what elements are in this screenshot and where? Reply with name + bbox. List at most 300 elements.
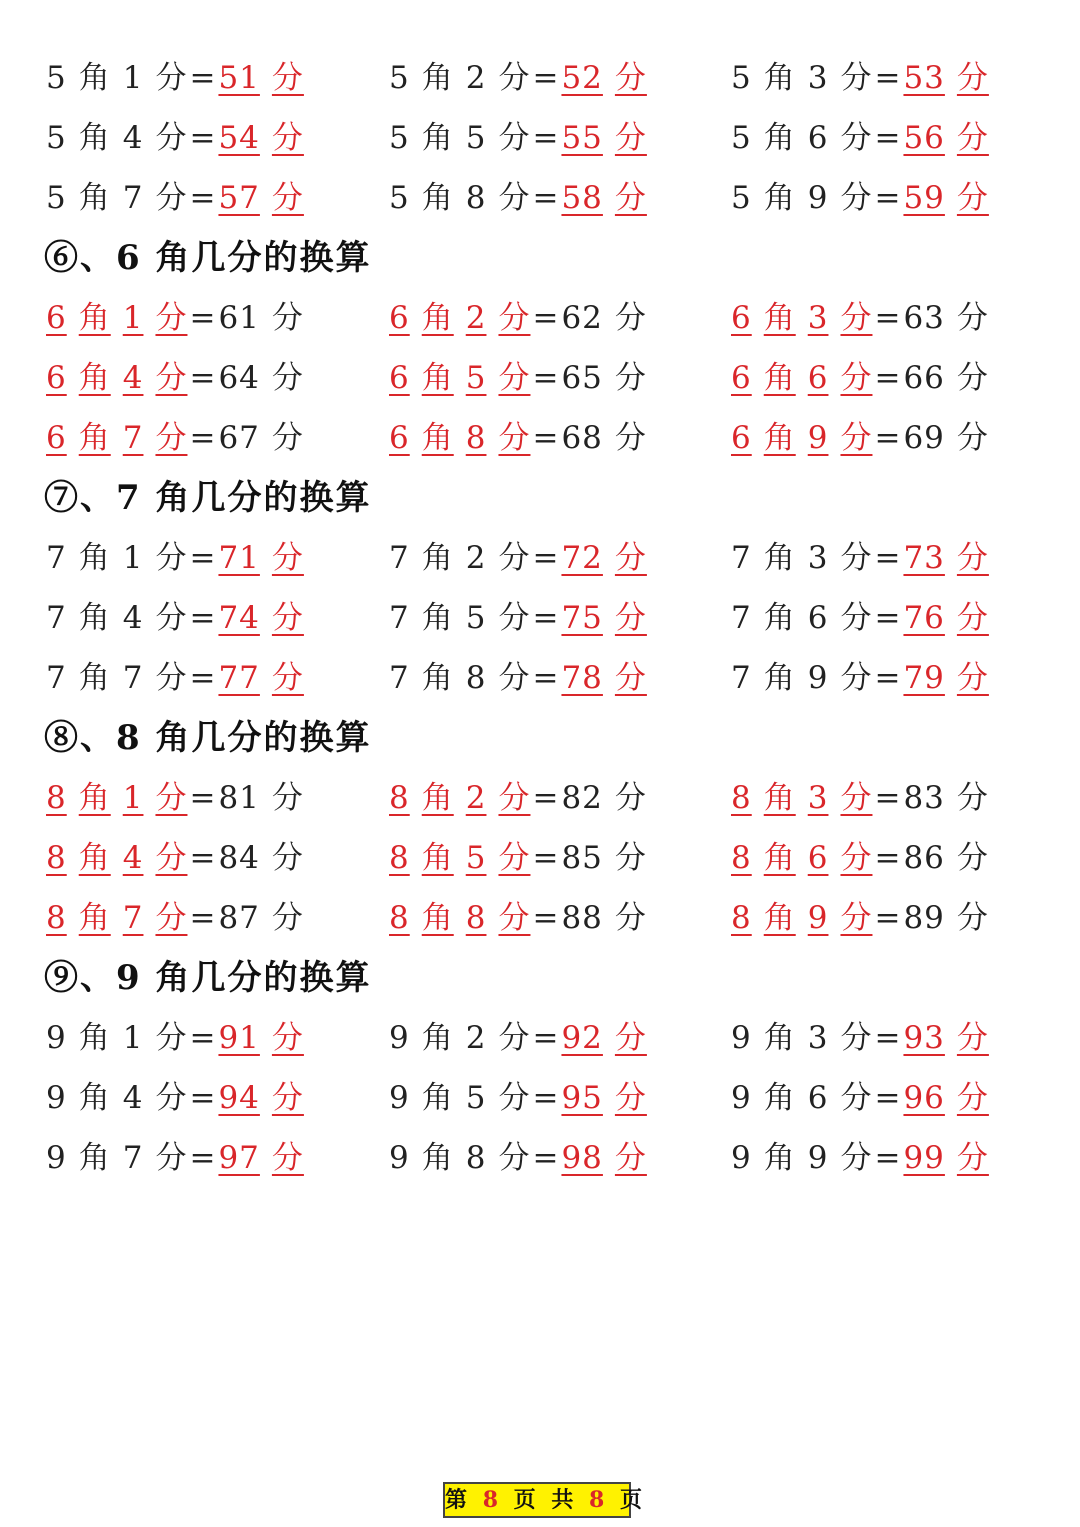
- total-fen-part: [903, 120, 988, 156]
- fen-value: 5: [465, 1080, 487, 1116]
- jiao-unit: 角: [763, 1140, 796, 1176]
- jiao-fen-part: [731, 1020, 872, 1056]
- fen-unit: 分: [840, 1080, 873, 1116]
- jiao-unit: 角: [421, 1080, 454, 1116]
- fen-unit: 分: [155, 840, 188, 876]
- fen-unit: 分: [840, 60, 873, 96]
- total-value: 66: [903, 360, 945, 396]
- footer-middle: 页 共: [513, 1487, 578, 1513]
- total-fen-part: [218, 600, 303, 636]
- total-fen-part: [903, 420, 988, 456]
- jiao-value: 5: [46, 60, 67, 96]
- total-fen-part: [218, 360, 303, 396]
- conversion-equation: [389, 298, 647, 338]
- total-value: 81: [218, 780, 260, 816]
- footer-total-pages: 8: [589, 1487, 609, 1513]
- total-value: 62: [561, 300, 603, 336]
- jiao-value: 6: [46, 420, 67, 456]
- jiao-unit: 角: [421, 1020, 454, 1056]
- conversion-equation: [46, 1138, 304, 1178]
- fen-unit: 分: [155, 180, 188, 216]
- total-fen-part: [903, 840, 988, 876]
- fen-value: 8: [465, 420, 487, 456]
- fen-value: 3: [807, 1020, 829, 1056]
- jiao-unit: 角: [78, 840, 111, 876]
- equals-sign: =: [874, 60, 902, 96]
- jiao-unit: 角: [78, 540, 111, 576]
- fen-unit: 分: [840, 300, 873, 336]
- jiao-fen-part: [46, 180, 187, 216]
- total-fen-part: [561, 120, 646, 156]
- fen-unit: 分: [956, 660, 989, 696]
- conversion-equation: [46, 418, 304, 458]
- fen-value: 7: [122, 660, 144, 696]
- total-value: 63: [903, 300, 945, 336]
- jiao-fen-part: [389, 900, 530, 936]
- total-fen-part: [218, 420, 303, 456]
- fen-value: 5: [465, 840, 487, 876]
- equals-sign: =: [189, 1140, 217, 1176]
- jiao-unit: 角: [78, 180, 111, 216]
- jiao-value: 8: [46, 900, 67, 936]
- fen-value: 8: [465, 900, 487, 936]
- fen-value: 1: [122, 540, 144, 576]
- jiao-unit: 角: [421, 420, 454, 456]
- conversion-equation: [46, 658, 304, 698]
- jiao-value: 7: [389, 540, 410, 576]
- jiao-value: 7: [731, 600, 752, 636]
- jiao-fen-part: [46, 540, 187, 576]
- jiao-unit: 角: [421, 60, 454, 96]
- conversion-equation: [731, 118, 989, 158]
- jiao-unit: 角: [763, 420, 796, 456]
- jiao-value: 8: [389, 780, 410, 816]
- fen-unit: 分: [956, 780, 989, 816]
- total-value: 78: [561, 660, 603, 696]
- jiao-value: 5: [389, 120, 410, 156]
- conversion-equation: [731, 1018, 989, 1058]
- fen-value: 2: [465, 780, 487, 816]
- fen-value: 3: [807, 60, 829, 96]
- equals-sign: =: [189, 660, 217, 696]
- total-fen-part: [218, 1020, 303, 1056]
- jiao-value: 8: [389, 900, 410, 936]
- jiao-value: 9: [389, 1140, 410, 1176]
- total-fen-part: [218, 120, 303, 156]
- fen-value: 8: [465, 660, 487, 696]
- jiao-unit: 角: [421, 360, 454, 396]
- jiao-fen-part: [389, 120, 530, 156]
- fen-value: 5: [465, 360, 487, 396]
- jiao-fen-part: [389, 360, 530, 396]
- total-value: 97: [218, 1140, 260, 1176]
- section-heading: ⑥、6 角几分的换算: [44, 238, 372, 278]
- fen-unit: 分: [614, 1020, 647, 1056]
- conversion-equation: [731, 298, 989, 338]
- conversion-equation: [46, 58, 304, 98]
- total-fen-part: [903, 60, 988, 96]
- fen-unit: 分: [155, 600, 188, 636]
- total-fen-part: [561, 1020, 646, 1056]
- fen-unit: 分: [155, 1020, 188, 1056]
- total-fen-part: [561, 1080, 646, 1116]
- fen-unit: 分: [498, 180, 531, 216]
- total-fen-part: [218, 180, 303, 216]
- conversion-equation: [731, 538, 989, 578]
- total-value: 91: [218, 1020, 260, 1056]
- conversion-equation: [389, 538, 647, 578]
- equals-sign: =: [532, 360, 560, 396]
- equals-sign: =: [189, 840, 217, 876]
- fen-unit: 分: [498, 420, 531, 456]
- total-value: 87: [218, 900, 260, 936]
- fen-unit: 分: [840, 840, 873, 876]
- jiao-unit: 角: [763, 60, 796, 96]
- fen-unit: 分: [840, 1140, 873, 1176]
- equals-sign: =: [189, 180, 217, 216]
- jiao-fen-part: [389, 660, 530, 696]
- jiao-unit: 角: [763, 180, 796, 216]
- conversion-equation: [731, 418, 989, 458]
- total-fen-part: [903, 600, 988, 636]
- jiao-value: 9: [731, 1020, 752, 1056]
- total-value: 69: [903, 420, 945, 456]
- fen-unit: 分: [840, 180, 873, 216]
- fen-value: 6: [807, 840, 829, 876]
- jiao-unit: 角: [78, 900, 111, 936]
- jiao-fen-part: [731, 900, 872, 936]
- conversion-equation: [389, 418, 647, 458]
- equals-sign: =: [532, 840, 560, 876]
- fen-value: 4: [122, 120, 144, 156]
- total-value: 76: [903, 600, 945, 636]
- footer-prefix: 第: [445, 1487, 472, 1513]
- equals-sign: =: [874, 420, 902, 456]
- equals-sign: =: [189, 540, 217, 576]
- fen-unit: 分: [498, 300, 531, 336]
- footer-page-number: 8: [482, 1487, 502, 1513]
- jiao-value: 9: [731, 1080, 752, 1116]
- section-heading: ⑧、8 角几分的换算: [44, 718, 372, 758]
- fen-value: 3: [807, 540, 829, 576]
- jiao-value: 9: [46, 1080, 67, 1116]
- jiao-value: 8: [731, 900, 752, 936]
- fen-value: 6: [807, 1080, 829, 1116]
- fen-unit: 分: [271, 180, 304, 216]
- jiao-value: 7: [46, 600, 67, 636]
- total-fen-part: [903, 1080, 988, 1116]
- jiao-unit: 角: [763, 780, 796, 816]
- jiao-fen-part: [389, 1140, 530, 1176]
- jiao-unit: 角: [421, 840, 454, 876]
- jiao-fen-part: [46, 420, 187, 456]
- jiao-fen-part: [46, 780, 187, 816]
- jiao-fen-part: [46, 1020, 187, 1056]
- fen-unit: 分: [614, 900, 647, 936]
- equals-sign: =: [189, 600, 217, 636]
- conversion-equation: [389, 598, 647, 638]
- fen-value: 2: [465, 540, 487, 576]
- fen-unit: 分: [614, 180, 647, 216]
- jiao-value: 6: [389, 300, 410, 336]
- total-fen-part: [561, 60, 646, 96]
- total-value: 96: [903, 1080, 945, 1116]
- fen-value: 9: [807, 660, 829, 696]
- fen-unit: 分: [155, 1140, 188, 1176]
- conversion-equation: [46, 118, 304, 158]
- fen-value: 6: [807, 360, 829, 396]
- fen-unit: 分: [155, 360, 188, 396]
- fen-unit: 分: [271, 1080, 304, 1116]
- jiao-unit: 角: [421, 600, 454, 636]
- jiao-fen-part: [46, 360, 187, 396]
- conversion-equation: [731, 1078, 989, 1118]
- jiao-fen-part: [389, 1080, 530, 1116]
- conversion-equation: [389, 178, 647, 218]
- jiao-unit: 角: [78, 1080, 111, 1116]
- jiao-unit: 角: [421, 540, 454, 576]
- total-value: 55: [561, 120, 603, 156]
- fen-unit: 分: [614, 420, 647, 456]
- jiao-unit: 角: [763, 600, 796, 636]
- total-fen-part: [218, 300, 303, 336]
- fen-unit: 分: [271, 300, 304, 336]
- fen-unit: 分: [840, 420, 873, 456]
- fen-unit: 分: [614, 1080, 647, 1116]
- fen-value: 4: [122, 1080, 144, 1116]
- conversion-equation: [389, 1078, 647, 1118]
- fen-unit: 分: [840, 540, 873, 576]
- fen-unit: 分: [155, 120, 188, 156]
- equals-sign: =: [874, 900, 902, 936]
- jiao-value: 5: [731, 180, 752, 216]
- equals-sign: =: [874, 300, 902, 336]
- total-fen-part: [218, 900, 303, 936]
- total-fen-part: [903, 300, 988, 336]
- jiao-value: 7: [46, 540, 67, 576]
- total-fen-part: [903, 660, 988, 696]
- jiao-unit: 角: [78, 1020, 111, 1056]
- fen-unit: 分: [614, 780, 647, 816]
- total-value: 83: [903, 780, 945, 816]
- total-value: 94: [218, 1080, 260, 1116]
- jiao-fen-part: [389, 600, 530, 636]
- jiao-value: 5: [389, 60, 410, 96]
- total-value: 92: [561, 1020, 603, 1056]
- fen-unit: 分: [840, 660, 873, 696]
- conversion-equation: [46, 598, 304, 638]
- fen-unit: 分: [271, 660, 304, 696]
- jiao-value: 5: [731, 60, 752, 96]
- conversion-equation: [731, 898, 989, 938]
- fen-value: 2: [465, 1020, 487, 1056]
- fen-unit: 分: [840, 600, 873, 636]
- total-fen-part: [218, 780, 303, 816]
- jiao-value: 7: [389, 600, 410, 636]
- jiao-value: 7: [46, 660, 67, 696]
- fen-value: 6: [807, 120, 829, 156]
- equals-sign: =: [189, 420, 217, 456]
- total-value: 71: [218, 540, 260, 576]
- equals-sign: =: [874, 540, 902, 576]
- conversion-equation: [389, 778, 647, 818]
- jiao-value: 7: [731, 660, 752, 696]
- equals-sign: =: [189, 1020, 217, 1056]
- jiao-unit: 角: [421, 120, 454, 156]
- fen-unit: 分: [614, 840, 647, 876]
- fen-unit: 分: [498, 900, 531, 936]
- fen-unit: 分: [271, 780, 304, 816]
- conversion-equation: [389, 658, 647, 698]
- fen-unit: 分: [498, 1020, 531, 1056]
- jiao-fen-part: [389, 420, 530, 456]
- jiao-value: 8: [389, 840, 410, 876]
- jiao-value: 5: [731, 120, 752, 156]
- jiao-unit: 角: [78, 600, 111, 636]
- jiao-unit: 角: [763, 840, 796, 876]
- fen-value: 3: [807, 300, 829, 336]
- jiao-value: 5: [46, 180, 67, 216]
- jiao-value: 6: [389, 420, 410, 456]
- total-value: 85: [561, 840, 603, 876]
- total-value: 51: [218, 60, 260, 96]
- total-fen-part: [903, 1140, 988, 1176]
- fen-unit: 分: [956, 120, 989, 156]
- jiao-fen-part: [389, 180, 530, 216]
- total-fen-part: [218, 540, 303, 576]
- total-fen-part: [218, 60, 303, 96]
- conversion-equation: [389, 838, 647, 878]
- fen-unit: 分: [614, 540, 647, 576]
- section-heading: ⑨、9 角几分的换算: [44, 958, 372, 998]
- equals-sign: =: [874, 120, 902, 156]
- fen-unit: 分: [155, 660, 188, 696]
- fen-unit: 分: [271, 420, 304, 456]
- jiao-value: 6: [731, 360, 752, 396]
- jiao-value: 6: [46, 300, 67, 336]
- equals-sign: =: [532, 180, 560, 216]
- total-fen-part: [561, 300, 646, 336]
- fen-unit: 分: [155, 900, 188, 936]
- fen-unit: 分: [614, 60, 647, 96]
- total-value: 75: [561, 600, 603, 636]
- jiao-fen-part: [731, 120, 872, 156]
- conversion-equation: [389, 358, 647, 398]
- jiao-fen-part: [731, 180, 872, 216]
- equals-sign: =: [532, 660, 560, 696]
- total-value: 61: [218, 300, 260, 336]
- total-value: 98: [561, 1140, 603, 1176]
- total-value: 58: [561, 180, 603, 216]
- total-value: 65: [561, 360, 603, 396]
- equals-sign: =: [874, 1080, 902, 1116]
- total-fen-part: [218, 840, 303, 876]
- fen-unit: 分: [956, 360, 989, 396]
- jiao-unit: 角: [421, 180, 454, 216]
- fen-unit: 分: [614, 660, 647, 696]
- fen-value: 9: [807, 420, 829, 456]
- fen-unit: 分: [271, 60, 304, 96]
- fen-unit: 分: [271, 540, 304, 576]
- jiao-value: 8: [46, 780, 67, 816]
- jiao-value: 8: [731, 840, 752, 876]
- conversion-equation: [731, 178, 989, 218]
- jiao-unit: 角: [78, 60, 111, 96]
- fen-unit: 分: [956, 840, 989, 876]
- fen-unit: 分: [956, 600, 989, 636]
- jiao-value: 9: [46, 1140, 67, 1176]
- total-fen-part: [903, 180, 988, 216]
- fen-value: 5: [465, 600, 487, 636]
- jiao-unit: 角: [763, 540, 796, 576]
- fen-value: 2: [465, 300, 487, 336]
- fen-unit: 分: [956, 300, 989, 336]
- jiao-fen-part: [46, 1140, 187, 1176]
- total-value: 95: [561, 1080, 603, 1116]
- equals-sign: =: [874, 600, 902, 636]
- equals-sign: =: [532, 540, 560, 576]
- fen-unit: 分: [956, 180, 989, 216]
- total-value: 79: [903, 660, 945, 696]
- fen-unit: 分: [498, 660, 531, 696]
- jiao-fen-part: [46, 840, 187, 876]
- total-value: 72: [561, 540, 603, 576]
- jiao-value: 8: [46, 840, 67, 876]
- total-fen-part: [561, 540, 646, 576]
- jiao-fen-part: [731, 420, 872, 456]
- fen-value: 8: [465, 1140, 487, 1176]
- fen-unit: 分: [956, 1020, 989, 1056]
- footer-suffix: 页: [620, 1487, 647, 1513]
- total-fen-part: [561, 780, 646, 816]
- conversion-equation: [389, 58, 647, 98]
- conversion-equation: [46, 178, 304, 218]
- total-fen-part: [561, 180, 646, 216]
- total-value: 86: [903, 840, 945, 876]
- total-fen-part: [561, 900, 646, 936]
- conversion-equation: [731, 658, 989, 698]
- total-fen-part: [903, 900, 988, 936]
- jiao-fen-part: [46, 120, 187, 156]
- total-fen-part: [561, 840, 646, 876]
- conversion-equation: [731, 1138, 989, 1178]
- total-value: 84: [218, 840, 260, 876]
- equals-sign: =: [532, 1020, 560, 1056]
- total-value: 73: [903, 540, 945, 576]
- total-fen-part: [561, 360, 646, 396]
- jiao-value: 9: [46, 1020, 67, 1056]
- fen-value: 8: [465, 180, 487, 216]
- jiao-value: 6: [46, 360, 67, 396]
- fen-value: 7: [122, 180, 144, 216]
- fen-unit: 分: [956, 900, 989, 936]
- total-fen-part: [561, 420, 646, 456]
- fen-unit: 分: [956, 420, 989, 456]
- fen-unit: 分: [271, 900, 304, 936]
- conversion-equation: [389, 898, 647, 938]
- conversion-equation: [46, 898, 304, 938]
- section-heading: ⑦、7 角几分的换算: [44, 478, 372, 518]
- equals-sign: =: [874, 840, 902, 876]
- fen-unit: 分: [271, 1020, 304, 1056]
- jiao-fen-part: [731, 660, 872, 696]
- jiao-value: 5: [389, 180, 410, 216]
- equals-sign: =: [189, 900, 217, 936]
- total-value: 54: [218, 120, 260, 156]
- jiao-fen-part: [731, 1140, 872, 1176]
- equals-sign: =: [189, 300, 217, 336]
- total-value: 68: [561, 420, 603, 456]
